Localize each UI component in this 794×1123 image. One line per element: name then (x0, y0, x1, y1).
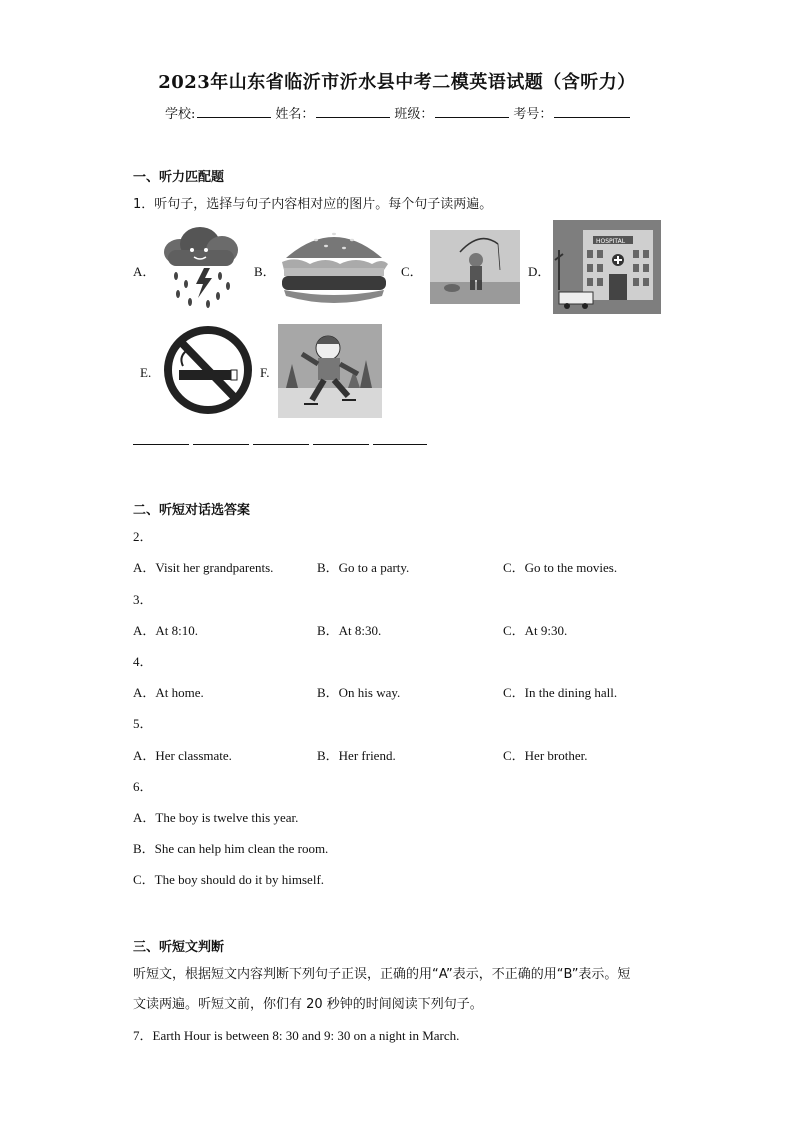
picture-label-c: C． (401, 264, 423, 279)
q6-option-a[interactable]: A．The boy is twelve this year. (133, 810, 299, 825)
q4-option-a[interactable]: A．At home. (133, 685, 204, 700)
picture-label-d: D． (528, 264, 551, 279)
question-3-number: 3． (133, 592, 153, 607)
section-3-instruction-line-1: 听短文，根据短文内容判断下列句子正误，正确的用“A”表示，不正确的用“B”表示。短 (133, 967, 631, 982)
picture-label-e: E. (140, 365, 152, 380)
picture-label-b: B． (254, 264, 276, 279)
section-3-instruction-line-2: 文读两遍。听短文前，你们有 20 秒钟的时间阅读下列句子。 (133, 997, 483, 1012)
name-label: 姓名： (275, 107, 315, 122)
question-7-statement: 7．Earth Hour is between 8: 30 and 9: 30 on a night in March. (133, 1028, 460, 1043)
q5-option-c[interactable]: C．Her brother. (503, 748, 588, 763)
q4-option-b[interactable]: B．On his way. (317, 685, 401, 700)
no-smoking-icon (161, 322, 255, 418)
q6-option-c[interactable]: C．The boy should do it by himself. (133, 872, 325, 887)
rain-cloud-icon (160, 222, 240, 310)
name-blank[interactable] (316, 103, 390, 118)
question-2-number: 2． (133, 529, 153, 544)
q4-option-c[interactable]: C．In the dining hall. (503, 685, 618, 700)
q2-option-b[interactable]: B．Go to a party. (317, 560, 410, 575)
class-label: 班级： (394, 107, 434, 122)
exam-number-label: 考号： (513, 107, 553, 122)
q3-option-b[interactable]: B．At 8:30. (317, 623, 382, 638)
page-title: 2023年山东省临沂市沂水县中考二模英语试题（含听力） (158, 72, 636, 93)
answer-blank-4[interactable] (313, 444, 369, 445)
q2-option-c[interactable]: C．Go to the movies. (503, 560, 618, 575)
q3-option-a[interactable]: A．At 8:10. (133, 623, 199, 638)
picture-label-a: A． (133, 264, 156, 279)
q2-option-a[interactable]: A．Visit her grandparents. (133, 560, 274, 575)
fishing-boy-icon (430, 230, 520, 304)
question-4-number: 4． (133, 654, 153, 669)
q6-option-b[interactable]: B．She can help him clean the room. (133, 841, 329, 856)
answer-blank-1[interactable] (133, 444, 189, 445)
student-info-line (165, 103, 634, 122)
question-6-number: 6． (133, 779, 153, 794)
question-5-number: 5． (133, 716, 153, 731)
hamburger-icon (276, 222, 392, 310)
question-1-prompt: 1．听句子，选择与句子内容相对应的图片。每个句子读两遍。 (133, 197, 493, 212)
class-blank[interactable] (435, 103, 509, 118)
section-2-heading: 二、听短对话选答案 (133, 503, 251, 518)
q5-option-a[interactable]: A．Her classmate. (133, 748, 232, 763)
picture-label-f: F. (260, 365, 270, 380)
answer-blank-5[interactable] (373, 444, 427, 445)
school-blank[interactable] (197, 103, 271, 118)
hospital-icon (553, 220, 661, 314)
answer-blank-2[interactable] (193, 444, 249, 445)
q5-option-b[interactable]: B．Her friend. (317, 748, 396, 763)
section-1-heading: 一、听力匹配题 (133, 170, 225, 185)
answer-blank-3[interactable] (253, 444, 309, 445)
skating-boy-icon (278, 324, 382, 418)
svg-text:HOSPITAL: HOSPITAL (596, 238, 626, 245)
school-label: 学校: (165, 107, 196, 122)
section-3-heading: 三、听短文判断 (133, 940, 225, 955)
q3-option-c[interactable]: C．At 9:30. (503, 623, 568, 638)
exam-number-blank[interactable] (554, 103, 630, 118)
